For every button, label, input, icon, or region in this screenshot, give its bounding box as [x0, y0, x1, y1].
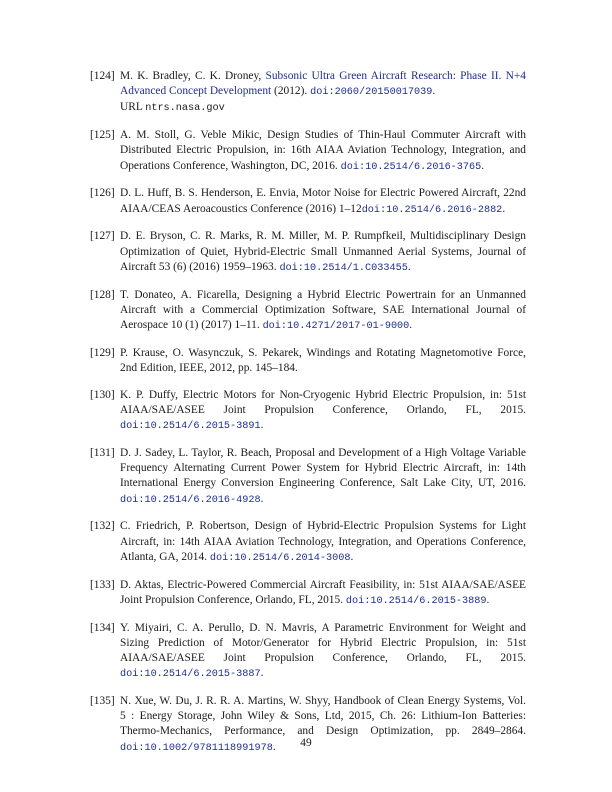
doi-link[interactable]: doi:10.2514/6.2015-3887: [120, 669, 261, 681]
reference-number: [131]: [90, 447, 115, 460]
reference-number: [129]: [90, 346, 115, 359]
reference-number: [135]: [90, 695, 115, 708]
reference-body: [120, 186, 526, 217]
reference-title-link[interactable]: Subsonic Ultra Green Aircraft Research: Phase II. N+4 Advanced Concept Development: [120, 70, 526, 98]
reference-item: [90, 229, 526, 276]
reference-list: [90, 69, 526, 767]
reference-number: [126]: [90, 187, 115, 200]
reference-number: [127]: [90, 230, 115, 243]
reference-end: .: [432, 85, 436, 98]
reference-end: .: [502, 202, 506, 215]
reference-end: .: [409, 319, 413, 332]
reference-text: P. Krause, O. Wasynczuk, S. Pekarek, Windings and Rotating Magnetomotive Force, 2nd Edition, IEEE, 2012, pp. 145–184.: [120, 346, 526, 375]
reference-body: [120, 519, 526, 566]
doi-link[interactable]: doi:10.2514/6.2015-3889: [345, 595, 487, 607]
doi-link[interactable]: doi:10.2514/6.2015-3891: [120, 421, 261, 433]
reference-item: [90, 69, 526, 117]
reference-body: [120, 446, 526, 508]
reference-body: [120, 229, 526, 276]
doi-link[interactable]: doi:10.1002/9781118991978: [120, 742, 273, 754]
reference-number: [134]: [90, 621, 115, 634]
reference-number: [132]: [90, 520, 115, 533]
reference-item: [90, 288, 526, 335]
reference-text: C. Friedrich, P. Robertson, Design of Hybrid-Electric Propulsion Systems for Light Aircraft, in: 14th AIAA Aviation Technology, Integration, and Operations Conference, Atlanta, GA, 2014.: [120, 520, 526, 563]
reference-end: .: [350, 550, 354, 563]
url-label: URL: [120, 101, 146, 114]
reference-text: D. Aktas, Electric-Powered Commercial Aircraft Feasibility, in: 51st AIAA/SAE/ASEE Joint Propulsion Conference, Orlando, FL, 2015.: [120, 578, 526, 606]
reference-text: A. M. Stoll, G. Veble Mikic, Design Studies of Thin-Haul Commuter Aircraft with Distributed Electric Propulsion, in: 16th AIAA Aviation Technology, Integration, and Operations Conference, Washington, DC, 2016.: [120, 129, 526, 172]
reference-number: [125]: [90, 129, 115, 142]
reference-body: [120, 388, 526, 435]
reference-item: [90, 388, 526, 435]
reference-end: .: [260, 419, 264, 432]
reference-body: [120, 69, 526, 117]
reference-end: .: [481, 159, 485, 172]
reference-text: N. Xue, W. Du, J. R. R. A. Martins, W. Shyy, Handbook of Clean Energy Systems, Vol. 5 : Energy Storage, John Wiley & Sons, Ltd, 2015, Ch. 26: Lithium-Ion Batteries: Thermo-Mechanics, Performance, and Design Optimization, pp. 2849–2864.: [120, 695, 526, 738]
reference-item: [90, 346, 526, 376]
doi-link[interactable]: doi:10.4271/2017-01-9000: [262, 321, 410, 333]
reference-item: [90, 128, 526, 175]
reference-number: [124]: [90, 70, 115, 82]
reference-end: .: [272, 740, 276, 753]
reference-item: [90, 578, 526, 609]
reference-item: [90, 186, 526, 217]
reference-number: [133]: [90, 578, 115, 591]
reference-text: D. J. Sadey, L. Taylor, R. Beach, Proposal and Development of a High Voltage Variable Frequency Alternating Current Power System for Hybrid Electric Aircraft, in: 14th International Energy Conversion Engineering Conference, Salt Lake City, UT, 2016.: [120, 447, 526, 490]
page-number: 49: [300, 737, 312, 749]
doi-link[interactable]: doi:2060/20150017039: [310, 87, 433, 99]
reference-body: [120, 128, 526, 175]
doi-link[interactable]: doi:10.2514/1.C033455: [279, 262, 408, 274]
url-link[interactable]: ntrs.nasa.gov: [145, 103, 225, 115]
reference-text: Y. Miyairi, C. A. Perullo, D. N. Mavris, A Parametric Environment for Weight and Sizing Prediction of Motor/Generator for Hybrid Electric Propulsion, in: 51st AIAA/SAE/ASEE Joint Propulsion Conference, Orlando, FL, 2015.: [120, 621, 526, 665]
reference-text: (2012).: [271, 85, 311, 98]
reference-end: .: [260, 492, 264, 505]
doi-link[interactable]: doi:10.2514/6.2016-2882: [361, 204, 503, 216]
reference-body: [120, 578, 526, 609]
reference-item: [90, 446, 526, 508]
doi-link[interactable]: doi:10.2514/6.2016-3765: [340, 161, 482, 173]
reference-end: .: [486, 593, 490, 606]
reference-body: [120, 346, 526, 376]
reference-body: [120, 288, 526, 335]
reference-number: [130]: [90, 388, 115, 401]
doi-link[interactable]: doi:10.2514/6.2016-4928: [120, 494, 261, 506]
reference-item: [90, 621, 526, 683]
reference-end: .: [260, 667, 264, 680]
reference-body: [120, 621, 526, 683]
reference-text: D. L. Huff, B. S. Henderson, E. Envia, Motor Noise for Electric Powered Aircraft, 22nd AIAA/CEAS Aeroacoustics Conference (2016) 1–12: [120, 187, 526, 215]
doi-link[interactable]: doi:10.2514/6.2014-3008: [209, 552, 351, 564]
reference-number: [128]: [90, 288, 115, 301]
reference-end: .: [407, 260, 411, 273]
reference-text: T. Donateo, A. Ficarella, Designing a Hybrid Electric Powertrain for an Unmanned Aircraft with a Commercial Optimization Software, SAE International Journal of Aerospace 10 (1) (2017) 1–11.: [120, 288, 526, 332]
reference-text: K. P. Duffy, Electric Motors for Non-Cryogenic Hybrid Electric Propulsion, in: 51st AIAA/SAE/ASEE Joint Propulsion Conference, Orlando, FL, 2015.: [120, 388, 526, 417]
reference-item: [90, 519, 526, 566]
reference-text: D. E. Bryson, C. R. Marks, R. M. Miller, M. P. Rumpfkeil, Multidisciplinary Design Optimization of Quiet, Hybrid-Electric Small Unmanned Aerial Systems, Journal of Aircraft 53 (6) (2016) 1959–1963.: [120, 230, 526, 273]
reference-authors: M. K. Bradley, C. K. Droney,: [120, 70, 266, 82]
